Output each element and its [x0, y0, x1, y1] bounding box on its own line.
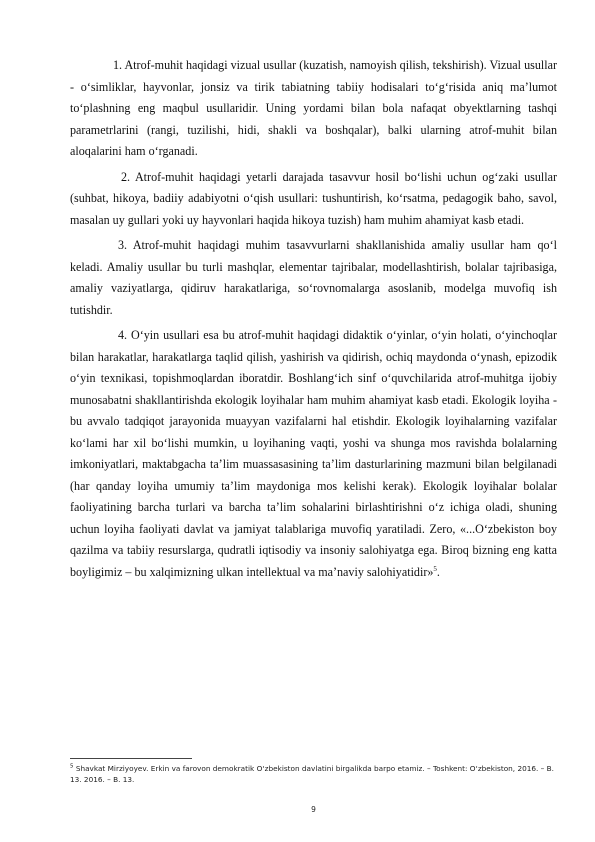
- paragraph-game-methods-text: 4. O‘yin usullari esa bu atrof-muhit haqidagi didaktik o‘yinlar, o‘yin holati, o‘yinchoqlar bilan harakatlar, harakatlarga taqlid qilish, yashirish va qidirish, ochiq maydonda o‘ynash, epizodik o‘yin texnikasi, topishmoqlardan iboratdir. Boshlang‘ich sinf o‘quvchilarida atrof-muhitga ijobiy munosabatni shakllantirishda ekologik loyihalar ham muhim ahamiyat kasb etadi. Ekologik loyiha - bu avvalo tadqiqot jarayonida muayyan vazifalarni hal etishdir. Ekologik loyihalarning vazifalar ko‘lami har xil bo‘lishi mumkin, u loyihaning vaqti, yoshi va shunga mos ravishda bolalarning imkoniyatlari, maktabgacha ta’lim muassasasining ta’lim dasturlarining mazmuni bilan belgilanadi (har qanday loyiha umumiy ta’lim maydoniga mos kelishi kerak). Ekologik loyihalar bolalar faoliyatining barcha turlari va barcha ta’lim sohalarini birlashtirishni o‘z ichiga oladi, shuning uchun loyiha faoliyati davlat va jamiyat talablariga muvofiq yaratiladi. Zero, «...O‘zbekiston boy qazilma va tabiiy resurslarga, qudratli iqtisodiy va insoniy salohiyatga ega. Biroq bizning eng katta boyligimiz – bu xalqimizning ulkan intellektual va ma’naviy salohiyatidir»: [70, 328, 557, 579]
- page-number: 9: [311, 805, 316, 814]
- paragraph-game-methods: 4. O‘yin usullari esa bu atrof-muhit haqidagi didaktik o‘yinlar, o‘yin holati, o‘yinchoqlar bilan harakatlar, harakatlarga taqlid qilish, yashirish va qidirish, ochiq maydonda o‘ynash, epizodik o‘yin texnikasi, topishmoqlardan iboratdir. Boshlang‘ich sinf o‘quvchilarida atrof-muhitga ijobiy munosabatni shakllantirishda ekologik loyihalar ham muhim ahamiyat kasb etadi. Ekologik loyiha - bu avvalo tadqiqot jarayonida muayyan vazifalarni hal etishdir. Ekologik loyihalarning vazifalar ko‘lami har xil bo‘lishi mumkin, u loyihaning vaqti, yoshi va shunga mos ravishda bolalarning imkoniyatlari, maktabgacha ta’lim muassasasining ta’lim dasturlarining mazmuni bilan belgilanadi (har qanday loyiha umumiy ta’lim maydoniga mos kelishi kerak). Ekologik loyihalar bolalar faoliyatining barcha turlari va barcha ta’lim sohalarini birlashtirishni o‘z ichiga oladi, shuning uchun loyiha faoliyati davlat va jamiyat talablariga muvofiq yaratiladi. Zero, «...O‘zbekiston boy qazilma va tabiiy resurslarga, qudratli iqtisodiy va insoniy salohiyatga ega. Biroq bizning eng katta boyligimiz – bu xalqimizning ulkan intellektual va ma’naviy salohiyatidir»$^5$.: [70, 328, 557, 579]
- paragraph-practical-methods: 3. Atrof-muhit haqidagi muhim tasavvurlarni shakllanishida amaliy usullar ham qo‘l keladi. Amaliy usullar bu turli mashqlar, elementar tajribalar, modellashtirish, bolalar tajribasiga, amaliy vaziyatlarga, qidiruv harakatlariga, so‘rovnomalarga asoslanib, modelga muvofiq ish tutishdir.: [70, 238, 557, 317]
- footnote-reference[interactable]: 5: [433, 564, 437, 573]
- footnote-number: 5: [70, 763, 74, 770]
- footnote: [70, 763, 557, 785]
- body-text: [70, 55, 557, 583]
- paragraph-visual-methods: 1. Atrof-muhit haqidagi vizual usullar (kuzatish, namoyish qilish, tekshirish). Vizual usullar - o‘simliklar, hayvonlar, jonsiz va tirik tabiatning tabiiy hodisalari to‘g‘risida aniq ma’lumot to‘plashning eng maqbul usullaridir. Uning yordami bilan bola nafaqat obyektlarning tashqi parametrlarini (rangi, tuzilishi, hidi, shakli va boshqalar), balki ularning atrof-muhit bilan aloqalarini ham o‘rganadi.: [70, 58, 557, 158]
- paragraph-verbal-methods: 2. Atrof-muhit haqidagi yetarli darajada tasavvur hosil bo‘lishi uchun og‘zaki usullar (suhbat, hikoya, badiiy adabiyotni o‘qish usullari: tushuntirish, ko‘rsatma, pedagogik baho, savol, masalan uy gullari yoki uy hayvonlari haqida hikoya tuzish) ham muhim ahamiyat kasb etadi.: [70, 169, 557, 227]
- footnote-divider: [70, 758, 192, 759]
- footnote-text: Shavkat Mirziyoyev. Erkin va farovon demokratik O‘zbekiston davlatini birgalikda barpo etamiz. – Toshkent: O‘zbekiston, 2016. – B. 13. 2016. – B. 13.: [70, 764, 554, 785]
